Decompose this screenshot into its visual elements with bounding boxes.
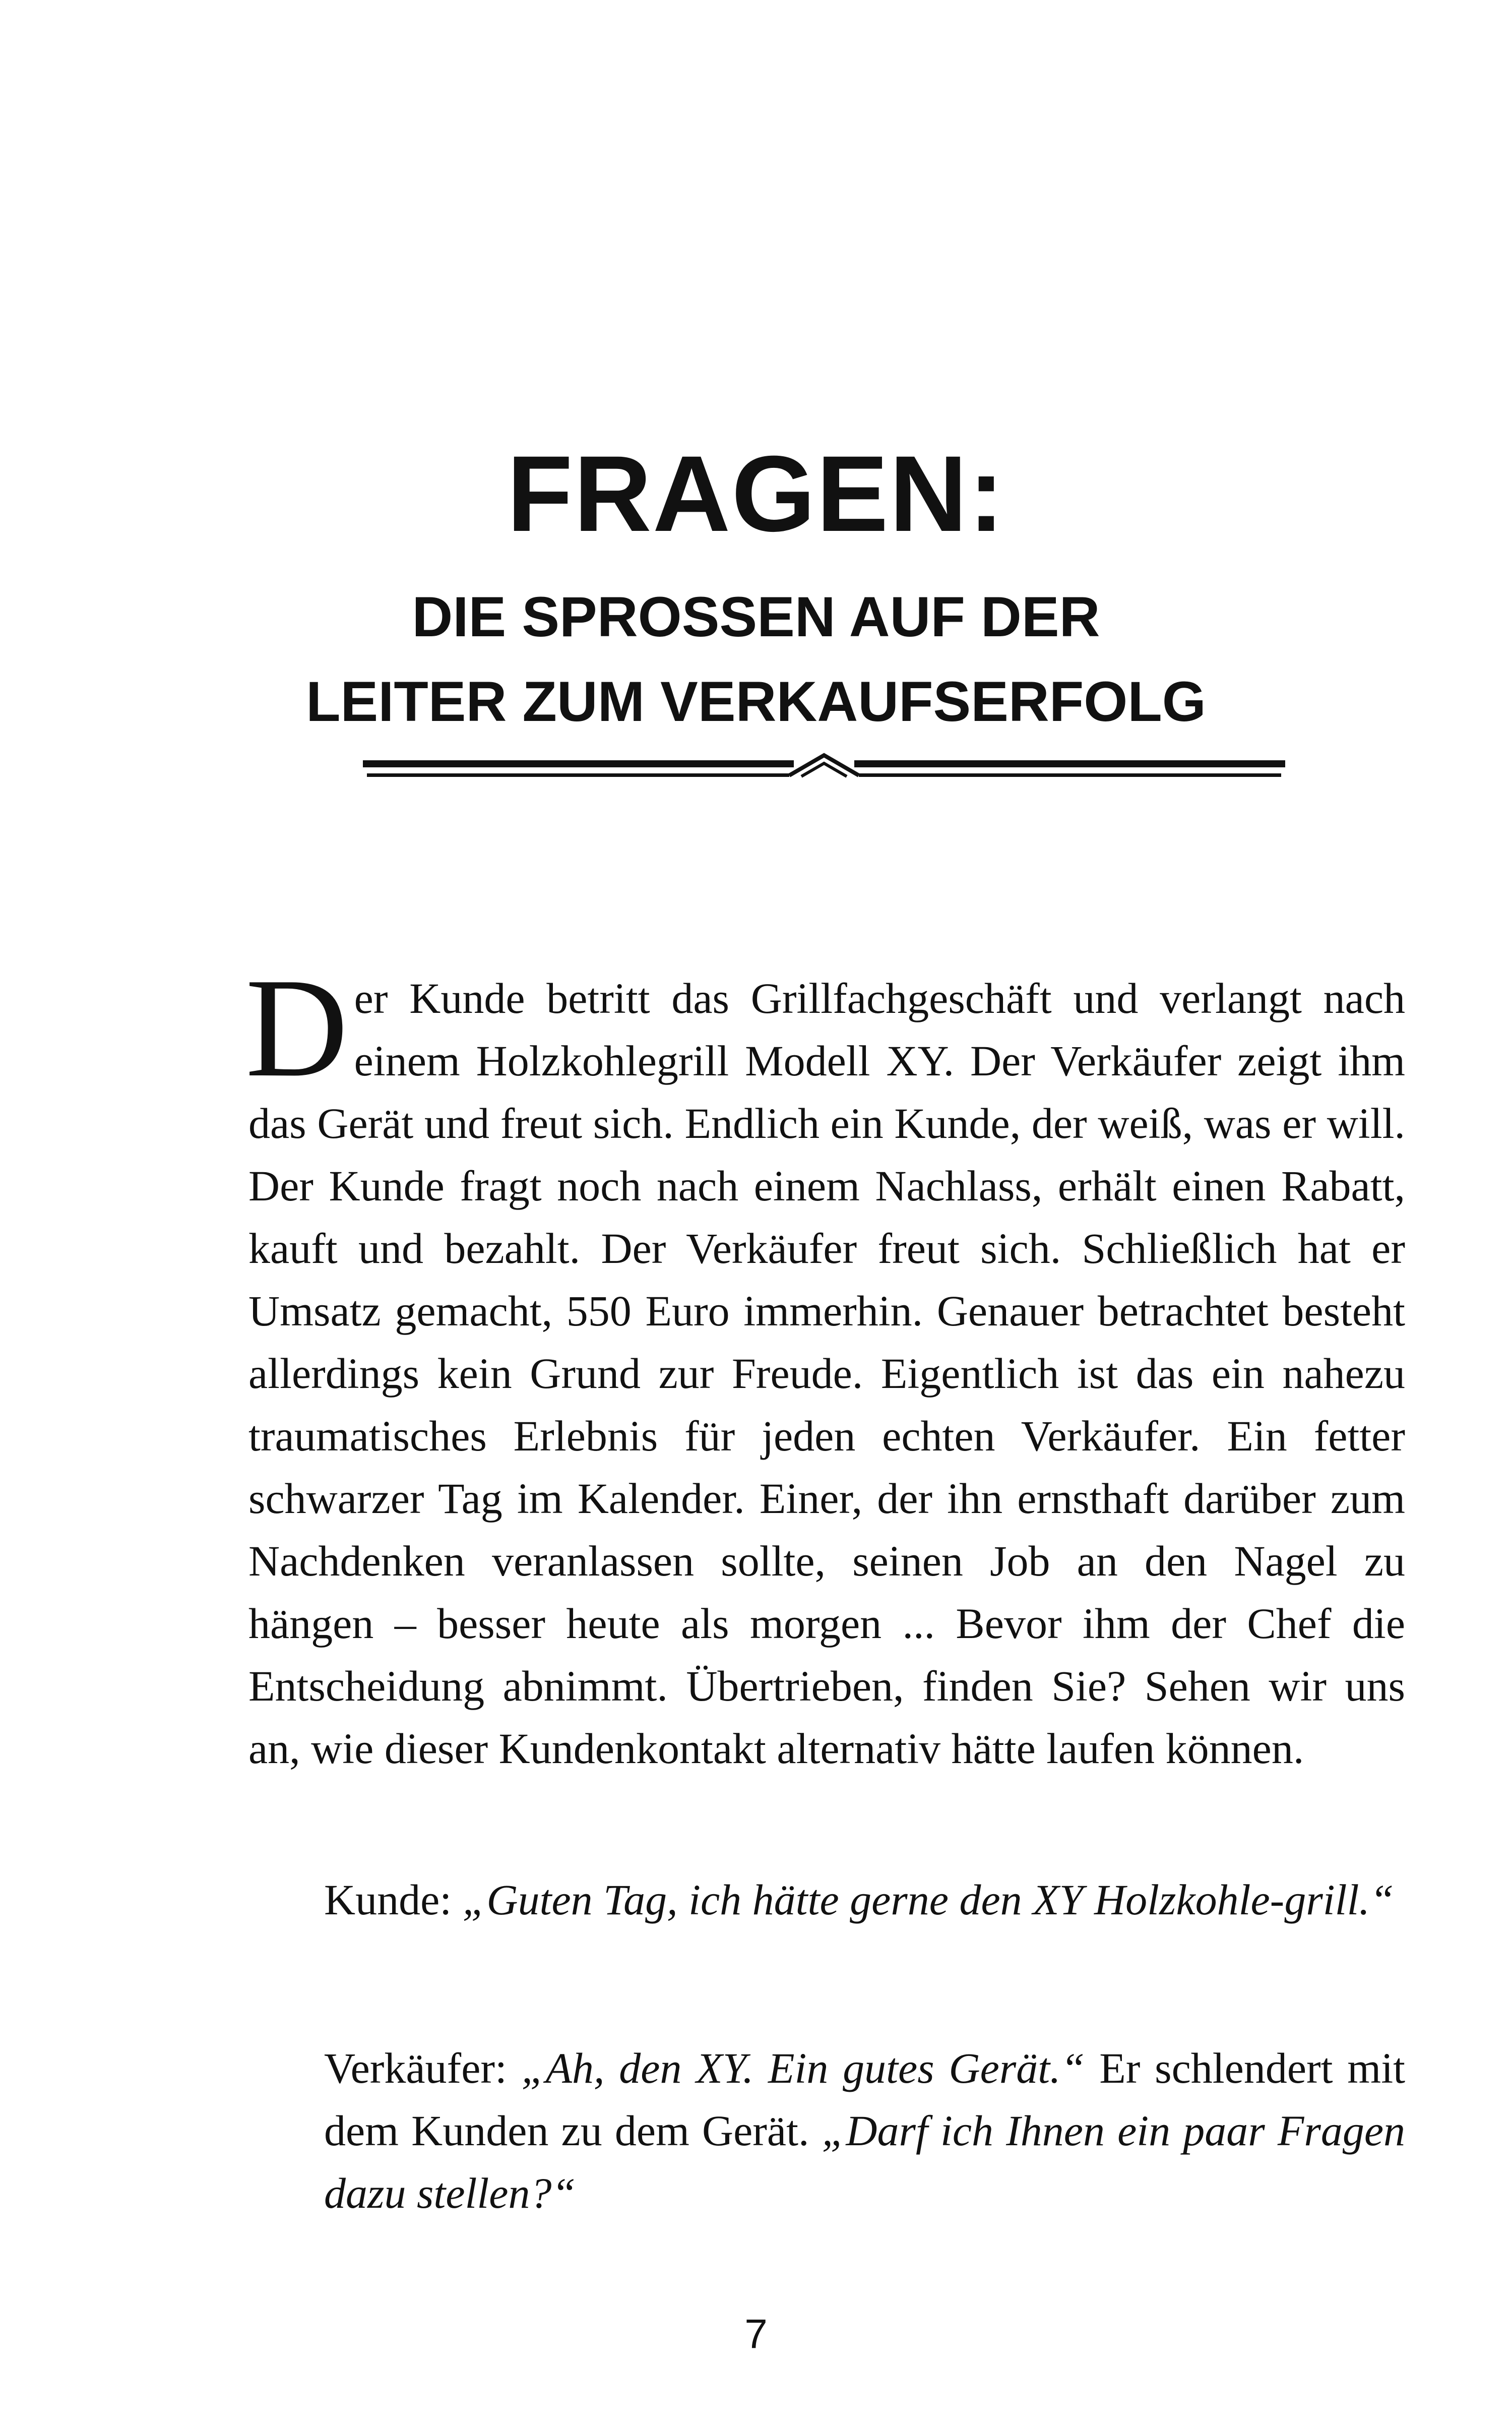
page-number: 7 xyxy=(744,2311,768,2357)
chapter-subtitle-line-2: LEITER ZUM VERKAUFSERFOLG xyxy=(306,670,1206,733)
paragraph-text: er Kunde betritt das Grillfachgeschäft und verlangt nach einem Holzkohlegrill Modell XY. Der Verkäufer zeigt ihm das Gerät und freut sich. Endlich ein Kunde, der weiß, was er will. Der Kunde fragt noch nach einem Nachlass, erhält einen Rabatt, kauft und bezahlt. Der Verkäufer freut sich. Schließlich hat er Umsatz gemacht, 550 Euro immerhin. Genauer betrachtet besteht allerdings kein Grund zur Freude. Eigentlich ist das ein nahezu traumatisches Erlebnis für jeden echten Verkäufer. Ein fetter schwarzer Tag im Kalender. Einer, der ihn ernsthaft darüber zum Nachdenken veranlassen sollte, seinen Job an den Nagel zu hängen – besser heute als morgen ... Bevor ihm der Chef die Entscheidung abnimmt. Übertrieben, finden Sie? Sehen wir uns an, wie dieser Kundenkontakt alternativ hätte laufen können. xyxy=(248,974,1405,1773)
dialogue-speaker: Verkäufer: xyxy=(324,2044,507,2092)
dialogue-seller xyxy=(324,2037,1405,2224)
chapter-subtitle xyxy=(0,575,1512,744)
opening-paragraph xyxy=(245,949,1405,1780)
drop-cap: D xyxy=(245,949,348,1106)
dialogue-customer xyxy=(324,1868,1405,1931)
title-divider-ornament xyxy=(363,751,1285,792)
chapter-subtitle-line-1: DIE SPROSSEN AUF DER xyxy=(412,585,1100,648)
dialogue-quote-2: „Darf ich Ihnen ein paar Fragen dazu stellen?“ xyxy=(324,2106,1405,2217)
dialogue-narration: Er schlendert mit dem Kunden zu dem Gerät. xyxy=(324,2044,1405,2155)
chapter-title: FRAGEN: xyxy=(507,434,1005,554)
dialogue-quote: „Ah, den XY. Ein gutes Gerät.“ xyxy=(521,2044,1085,2092)
dialogue-quote: „Guten Tag, ich hätte gerne den XY Holzkohle-grill.“ xyxy=(462,1876,1394,1924)
dialogue-speaker: Kunde: xyxy=(324,1876,452,1924)
